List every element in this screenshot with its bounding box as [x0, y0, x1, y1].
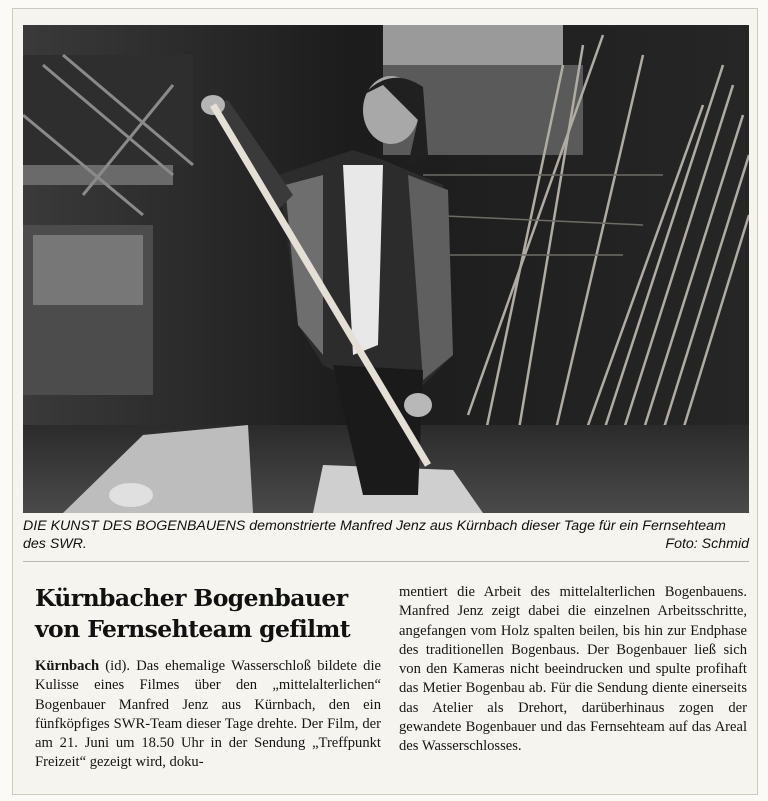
article-column-2	[399, 583, 747, 757]
photo-credit: Foto: Schmid	[665, 536, 749, 552]
newspaper-clipping	[12, 8, 758, 795]
caption-text: demonstrierte Manfred Jenz aus Kürnbach dieser Tage für ein Fernsehteam des SWR.	[23, 518, 726, 552]
workshop-photo	[23, 25, 749, 513]
photo-caption	[23, 517, 749, 553]
divider	[23, 561, 749, 562]
article-col2-text: mentiert die Arbeit des mittelalterlichen Bogenbauens. Manfred Jenz zeigt dabei die einzelnen Arbeitsschritte, angefangen vom Holz spalten beilen, bis hin zur Endphase des traditionellen Bogenbaus. Der Bogenbauer ließ sich von den Kameras nicht beeindrucken und spulte profihaft das Metier Bogenbau ab. Für die Sendung diente einerseits das Atelier als Drehort, darüberhinaus zogen der gewandete Bogenbauer und das Fernsehteam auf das Areal des Wasserschlosses.	[399, 584, 747, 755]
article-headline: Kürnbacher Bogenbauer von Fernsehteam gefilmt	[35, 584, 351, 643]
article-column-1	[35, 657, 381, 773]
article-col1-text: (id). Das ehemalige Wasserschloß bildete die Kulisse eines Filmes über den „mittelalterlichen“ Bogenbauer Manfred Jenz aus Kürnbach, den ein fünfköpfiges SWR-Team dieser Tage drehte. Der Film, der am 21. Juni um 18.50 Uhr in der Sendung „Treffpunkt Freizeit“ gezeigt wird, doku-	[35, 658, 381, 771]
caption-lead: DIE KUNST DES BOGENBAUENS	[23, 518, 246, 534]
article-dateline: Kürnbach	[35, 658, 100, 674]
bowyer-photo-illustration	[23, 25, 749, 513]
